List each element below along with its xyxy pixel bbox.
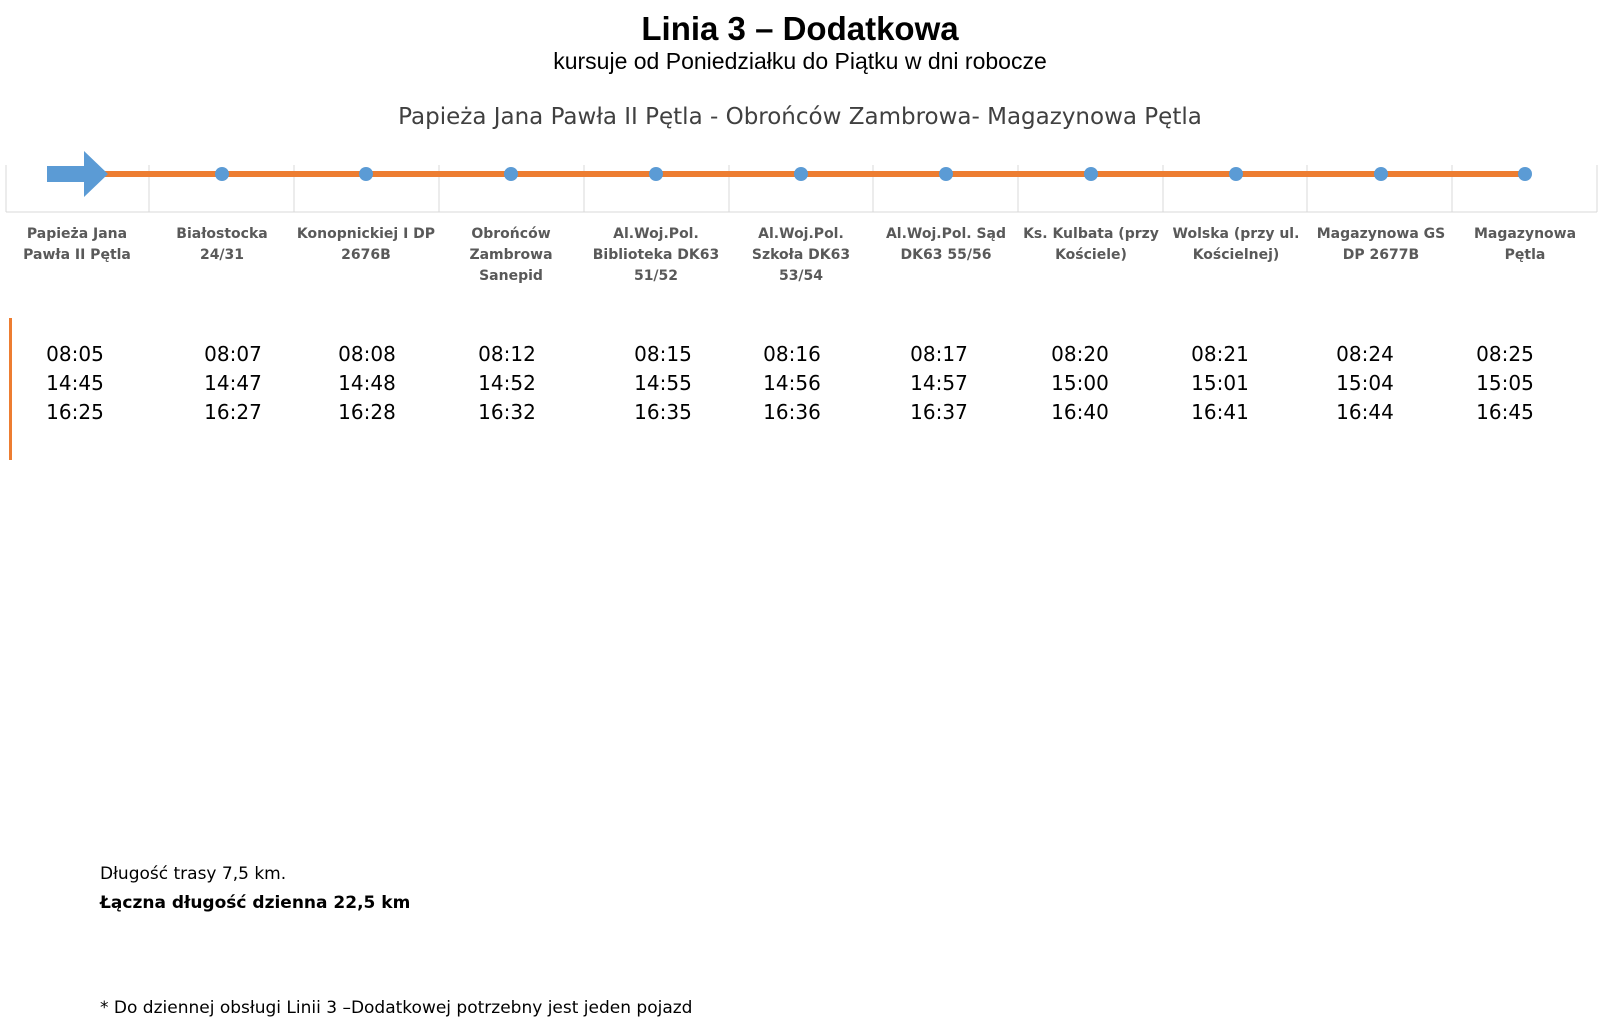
departure-time: 16:44 [1336,400,1394,424]
stop-label: Al.Woj.Pol. Sąd DK63 55/56 [885,226,1007,263]
departure-times-column [452,340,562,427]
departure-time: 16:45 [1476,400,1534,424]
stop-marker [359,167,373,181]
stop-label: Papieża Jana Pawła II Pętla [23,226,131,263]
departure-times-column [312,340,422,427]
departure-time: 14:48 [338,371,396,395]
departure-time: 08:24 [1336,342,1394,366]
departure-times-column [884,340,994,427]
footnote: * Do dziennej obsługi Linii 3 –Dodatkowej potrzebny jest jeden pojazd [100,998,693,1018]
departure-time: 08:08 [338,342,396,366]
stop-label: Magazynowa GS DP 2677B [1316,226,1446,263]
departure-times-column [1025,340,1135,427]
stop-marker [1374,167,1388,181]
route-length: Długość trasy 7,5 km. [100,864,287,884]
departure-time: 16:37 [910,400,968,424]
departure-times-column [1310,340,1420,427]
departure-time: 15:00 [1051,371,1109,395]
departure-time: 14:47 [204,371,262,395]
departure-time: 16:28 [338,400,396,424]
stop-marker [794,167,808,181]
departure-time: 16:27 [204,400,262,424]
departure-time: 16:32 [478,400,536,424]
departure-time: 15:01 [1191,371,1249,395]
stop-label: Magazynowa Pętla [1473,226,1577,263]
stop-marker [215,167,229,181]
departure-times-column [1165,340,1275,427]
departure-time: 16:35 [634,400,692,424]
departure-time: 16:40 [1051,400,1109,424]
stop-label: Wolska (przy ul. Kościelnej) [1172,226,1300,263]
departure-time: 15:04 [1336,371,1394,395]
departure-time: 08:16 [763,342,821,366]
departure-time: 16:41 [1191,400,1249,424]
departure-time: 14:55 [634,371,692,395]
departure-time: 08:17 [910,342,968,366]
departure-time: 14:57 [910,371,968,395]
route-name: Papieża Jana Pawła II Pętla - Obrońców Zambrowa- Magazynowa Pętla [398,104,1202,130]
stop-marker [1084,167,1098,181]
daily-length: Łączna długość dzienna 22,5 km [100,893,411,913]
departure-time: 15:05 [1476,371,1534,395]
departure-times-column [608,340,718,427]
departure-time: 14:52 [478,371,536,395]
departure-times-column [20,340,130,427]
stop-label: Obrońców Zambrowa Sanepid [469,226,553,284]
departure-time: 16:36 [763,400,821,424]
departure-time: 08:20 [1051,342,1109,366]
page-title: Linia 3 – Dodatkowa [641,10,959,47]
stop-label: Ks. Kulbata (przy Kościele) [1023,226,1159,263]
departure-time: 08:15 [634,342,692,366]
stop-marker [649,167,663,181]
departure-times-column [1450,340,1560,427]
stop-label: Białostocka 24/31 [176,226,268,263]
departure-time: 16:25 [46,400,104,424]
departure-time: 08:21 [1191,342,1249,366]
departure-time: 08:25 [1476,342,1534,366]
stop-label: Al.Woj.Pol. Szkoła DK63 53/54 [751,226,851,284]
page-subtitle: kursuje od Poniedziałku do Piątku w dni robocze [553,48,1047,74]
route-diagram [0,145,1600,217]
stop-marker [504,167,518,181]
stop-marker [1518,167,1532,181]
departure-time: 08:07 [204,342,262,366]
departure-time: 08:05 [46,342,104,366]
stop-label: Al.Woj.Pol. Biblioteka DK63 51/52 [592,226,720,284]
departure-time: 08:12 [478,342,536,366]
timetable-accent-bar [9,318,12,460]
departure-times-column [178,340,288,427]
departure-time: 14:45 [46,371,104,395]
stop-marker [939,167,953,181]
stop-label: Konopnickiej I DP 2676B [296,226,436,263]
departure-time: 14:56 [763,371,821,395]
stop-marker [1229,167,1243,181]
departure-times-column [737,340,847,427]
direction-arrow-icon [47,151,108,197]
